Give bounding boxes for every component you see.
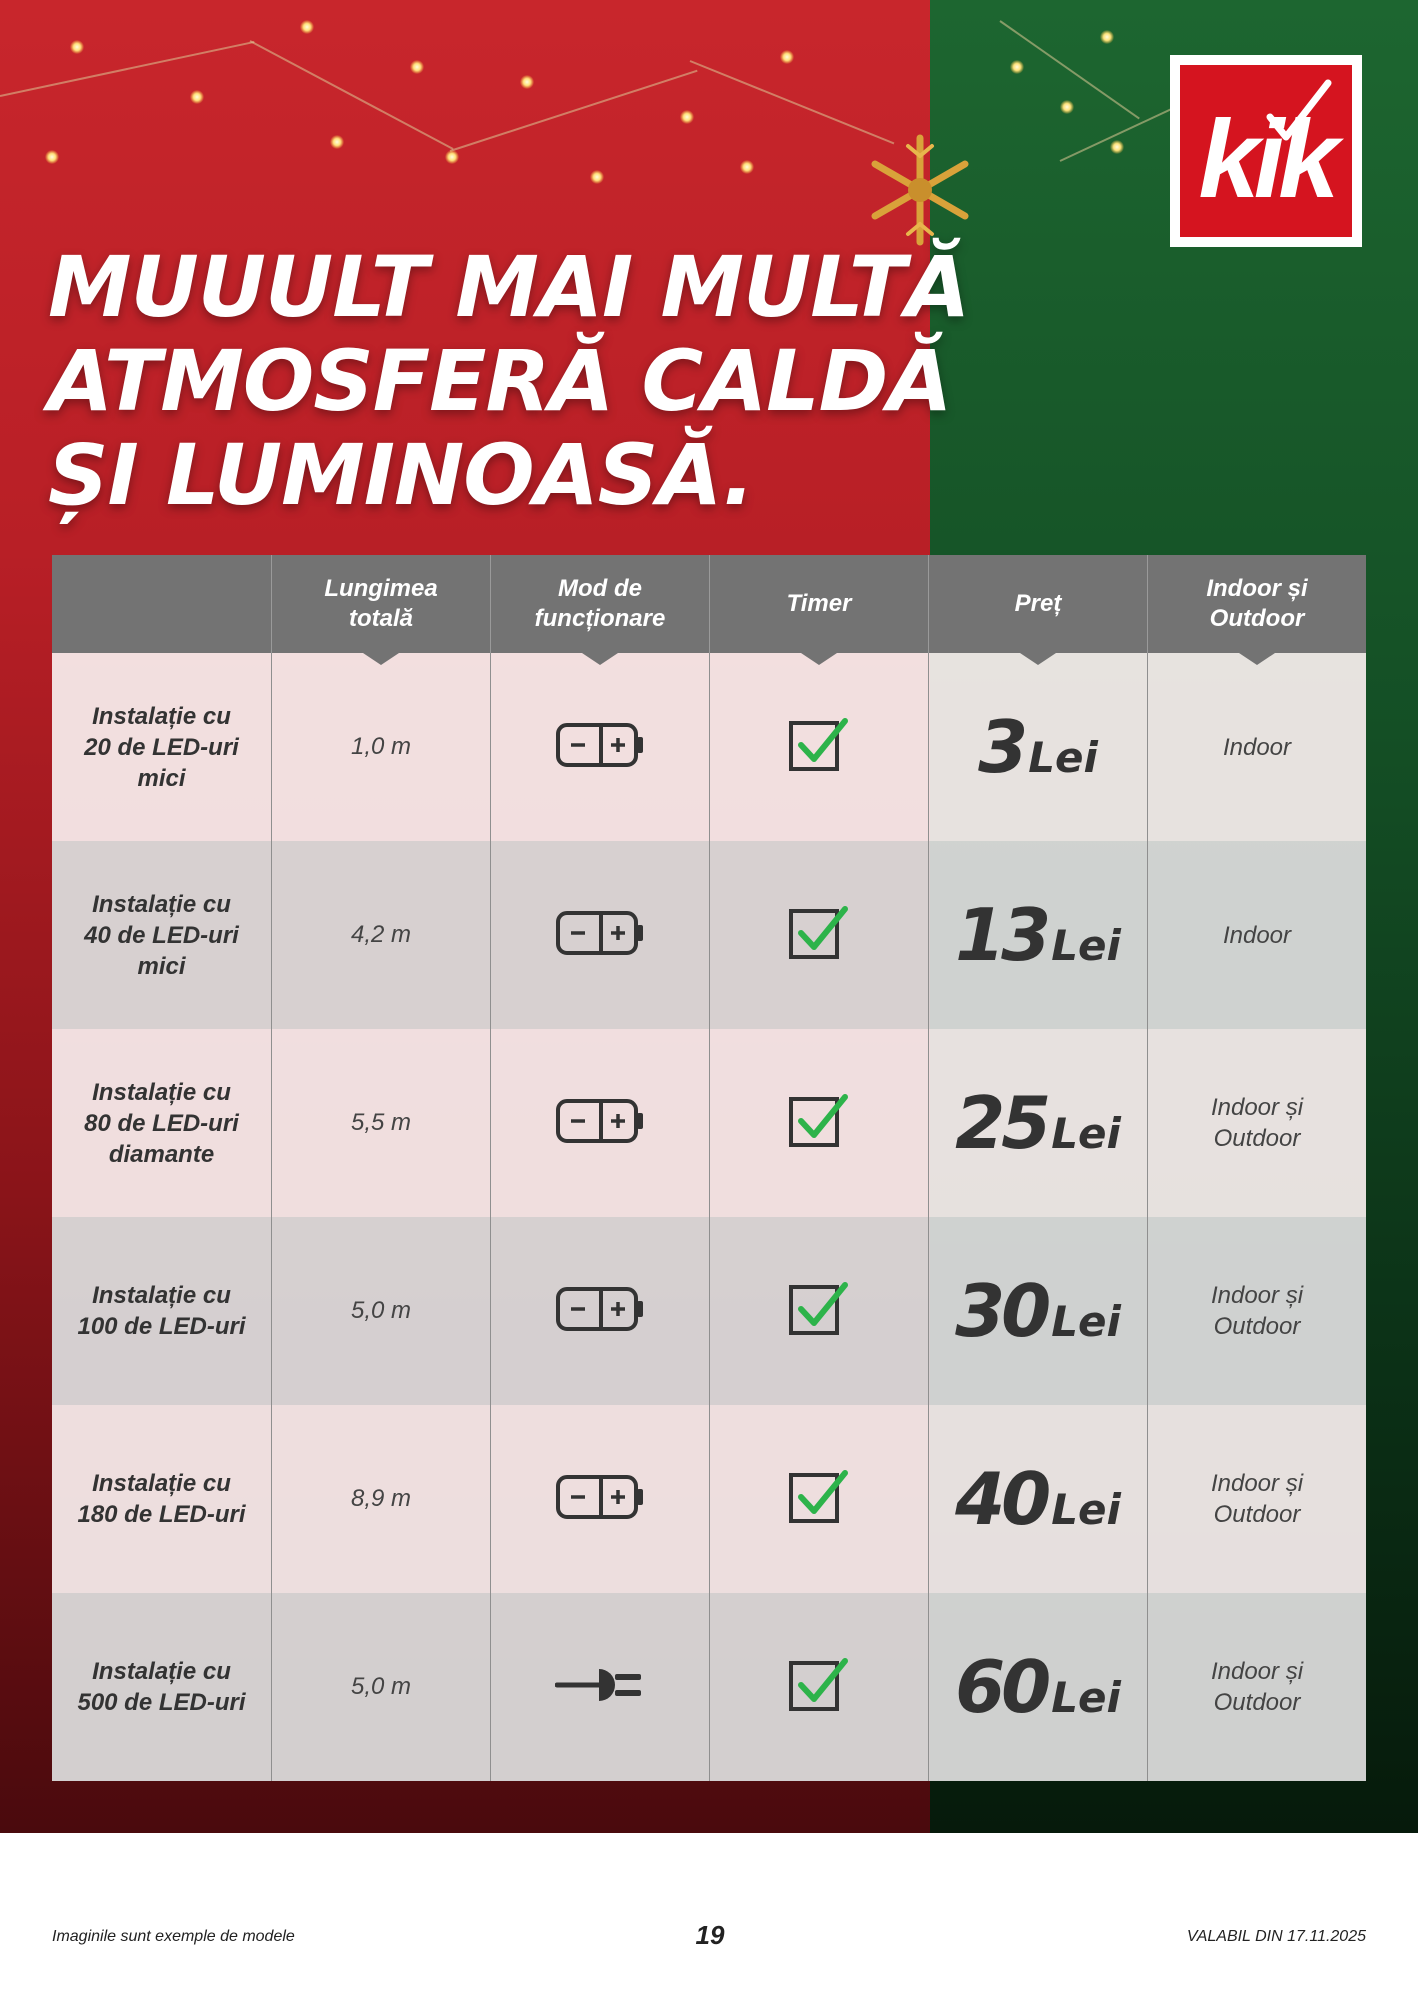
checkbox-checked-icon xyxy=(787,1467,851,1532)
cell-price xyxy=(928,1405,1147,1593)
location-value: Indoor și Outdoor xyxy=(1210,1470,1304,1528)
table-row xyxy=(52,653,1366,841)
page-number: 19 xyxy=(695,1920,725,1950)
kik-logo[interactable] xyxy=(1170,55,1362,247)
cell-location xyxy=(1147,1217,1366,1405)
cell-location xyxy=(1147,1593,1366,1781)
length-value: 5,0 m xyxy=(350,1673,412,1700)
location-value: Indoor xyxy=(1222,733,1292,761)
cell-price xyxy=(928,1029,1147,1217)
logo-wordmark: kik xyxy=(1198,98,1334,221)
product-name: Instalație cu 20 de LED-uri mici xyxy=(84,702,239,792)
battery-icon xyxy=(555,1097,645,1150)
plug-icon xyxy=(555,1661,645,1714)
validity-date: VALABIL DIN 17.11.2025 xyxy=(1186,1928,1366,1945)
battery-icon xyxy=(555,1285,645,1338)
length-value: 8,9 m xyxy=(350,1485,412,1512)
location-value: Indoor și Outdoor xyxy=(1210,1282,1304,1340)
length-value: 4,2 m xyxy=(350,921,412,948)
price-tag xyxy=(955,893,1121,977)
cell-timer xyxy=(709,653,928,841)
price-tag xyxy=(955,1457,1121,1541)
cell-product xyxy=(52,1217,271,1405)
cell-mode xyxy=(490,1405,709,1593)
cell-length xyxy=(271,1217,490,1405)
location-value: Indoor și Outdoor xyxy=(1210,1658,1304,1716)
price-currency: Lei xyxy=(1051,1109,1121,1158)
battery-icon xyxy=(555,909,645,962)
table-row xyxy=(52,841,1366,1029)
cell-location xyxy=(1147,841,1366,1029)
cell-product xyxy=(52,1593,271,1781)
price-currency: Lei xyxy=(1051,1485,1121,1534)
length-value: 5,0 m xyxy=(350,1297,412,1324)
checkbox-checked-icon xyxy=(787,1091,851,1156)
battery-icon xyxy=(555,1473,645,1526)
cell-mode xyxy=(490,1217,709,1405)
cell-location xyxy=(1147,1405,1366,1593)
cell-length xyxy=(271,1593,490,1781)
header-blank xyxy=(52,555,271,653)
logo-checkmark-icon xyxy=(1170,55,1362,247)
cell-product xyxy=(52,1029,271,1217)
headline-line: ȘI LUMINOASĂ. xyxy=(48,426,754,524)
location-value: Indoor xyxy=(1222,921,1292,949)
header-length xyxy=(271,555,490,653)
table-row xyxy=(52,1029,1366,1217)
length-value: 1,0 m xyxy=(350,733,412,760)
cell-mode xyxy=(490,841,709,1029)
cell-location xyxy=(1147,653,1366,841)
cell-length xyxy=(271,653,490,841)
price-value: 25 xyxy=(955,1081,1048,1165)
header-timer xyxy=(709,555,928,653)
checkbox-checked-icon xyxy=(787,1279,851,1344)
table-row xyxy=(52,1405,1366,1593)
cell-timer xyxy=(709,1593,928,1781)
cell-product xyxy=(52,653,271,841)
product-name: Instalație cu 180 de LED-uri xyxy=(77,1470,246,1528)
cell-length xyxy=(271,1029,490,1217)
cell-price xyxy=(928,653,1147,841)
price-currency: Lei xyxy=(1051,921,1121,970)
headline-line: MUUULT MAI MULTĂ xyxy=(48,238,970,336)
header-location-label: Indoor și Outdoor xyxy=(1206,575,1308,632)
price-currency: Lei xyxy=(1051,1297,1121,1346)
location-value: Indoor și Outdoor xyxy=(1210,1094,1304,1152)
headline-line: ATMOSFERĂ CALDĂ xyxy=(48,332,952,430)
price-currency: Lei xyxy=(1051,1673,1121,1722)
cell-product xyxy=(52,841,271,1029)
table-body xyxy=(52,653,1366,1781)
battery-icon xyxy=(555,721,645,774)
cell-timer xyxy=(709,1405,928,1593)
header-mode-label: Mod de funcționare xyxy=(534,575,666,632)
price-tag xyxy=(955,1645,1121,1729)
price-value: 3 xyxy=(978,705,1025,789)
product-name: Instalație cu 500 de LED-uri xyxy=(77,1658,246,1716)
price-value: 13 xyxy=(955,893,1048,977)
cell-price xyxy=(928,1593,1147,1781)
cell-mode xyxy=(490,1593,709,1781)
table-header xyxy=(52,555,1366,653)
price-tag xyxy=(955,1269,1121,1353)
header-price-label: Preț xyxy=(1014,590,1062,617)
cell-mode xyxy=(490,653,709,841)
header-price xyxy=(928,555,1147,653)
product-name: Instalație cu 100 de LED-uri xyxy=(77,1282,246,1340)
price-currency: Lei xyxy=(1028,733,1098,782)
comparison-table xyxy=(52,555,1366,1781)
header-timer-label: Timer xyxy=(786,590,852,617)
price-tag xyxy=(978,705,1098,789)
cell-length xyxy=(271,1405,490,1593)
footer-disclaimer: Imaginile sunt exemple de modele xyxy=(52,1928,295,1945)
price-value: 40 xyxy=(955,1457,1048,1541)
checkbox-checked-icon xyxy=(787,903,851,968)
length-value: 5,5 m xyxy=(350,1109,412,1136)
checkbox-checked-icon xyxy=(787,1655,851,1720)
cell-timer xyxy=(709,1217,928,1405)
price-tag xyxy=(955,1081,1121,1165)
cell-length xyxy=(271,841,490,1029)
cell-product xyxy=(52,1405,271,1593)
table-row xyxy=(52,1593,1366,1781)
price-value: 60 xyxy=(955,1645,1048,1729)
cell-timer xyxy=(709,1029,928,1217)
cell-location xyxy=(1147,1029,1366,1217)
cell-timer xyxy=(709,841,928,1029)
cell-price xyxy=(928,1217,1147,1405)
header-location xyxy=(1147,555,1366,653)
snowflake-ornament-icon xyxy=(860,130,980,250)
headline xyxy=(48,240,969,522)
cell-mode xyxy=(490,1029,709,1217)
table-row xyxy=(52,1217,1366,1405)
product-name: Instalație cu 40 de LED-uri mici xyxy=(84,890,239,980)
cell-price xyxy=(928,841,1147,1029)
product-name: Instalație cu 80 de LED-uri diamante xyxy=(84,1078,239,1168)
price-value: 30 xyxy=(955,1269,1048,1353)
header-mode xyxy=(490,555,709,653)
header-length-label: Lungimea totală xyxy=(324,575,438,632)
checkbox-checked-icon xyxy=(787,715,851,780)
